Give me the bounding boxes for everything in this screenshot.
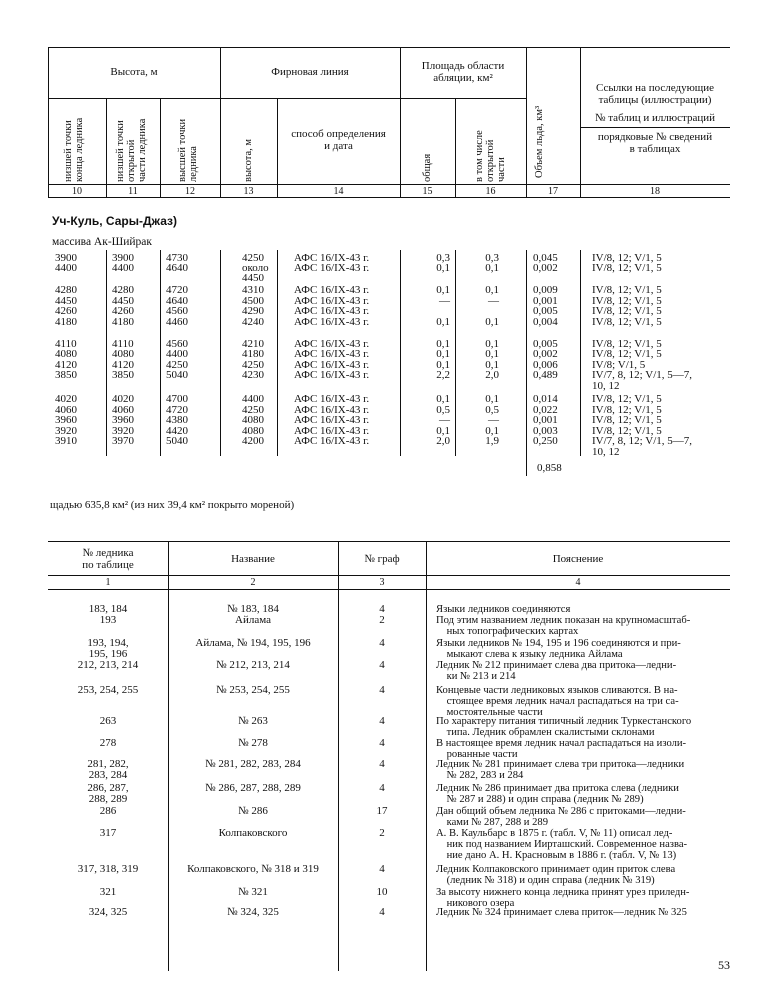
cell-method: АФС 16/IX-43 г. [294,284,370,296]
cell-area-open: 0,1 [485,359,499,371]
cell-low-end: 4080 [55,348,77,360]
cell-low-open: 4020 [112,393,134,405]
cell-glacier-number: 212, 213, 214 [77,659,139,671]
cell-method: АФС 16/IX-43 г. [294,435,370,447]
cell-volume: 0,014 [533,393,558,405]
cell-explanation: Языки ледников соединяются Под этим названием ледник показан на крупномасштаб- ных топографических картах [436,604,691,637]
cell-method: АФС 16/IX-43 г. [294,393,370,405]
cell-firn-height: 4450 [242,272,264,284]
cell-low-end: 4450 [55,295,77,307]
cell-volume: 0,005 [533,305,558,317]
cell-low-open: 3900 [112,252,134,264]
cell-explanation: Языки ледников № 194, 195 и 196 соединяются и при- мыкают слева к языку ледника Айлама [436,638,681,660]
col-number-17: 17 [548,186,558,197]
cell-explanation: Ледник № 286 принимает два притока слева (ледники № 287 и 288) и один справа (ледник № 289) [436,783,679,805]
cell-name: № 263 [238,715,268,727]
header-col-16: в том числе открытой части [474,130,507,182]
cell-method: АФС 16/IX-43 г. [294,316,370,328]
cell-name: № 253, 254, 255 [216,684,290,696]
cell-refs: IV/7, 8, 12; V/1, 5—7, [592,369,693,381]
cell-area-open: — [488,295,499,307]
header-references: Ссылки на последующие таблицы (иллюстрации) [595,82,715,106]
cell-glacier-number: 253, 254, 255 [77,684,139,696]
cell-area-open: 2,0 [485,369,499,381]
cell-explanation: Ледник № 324 принимает слева приток—ледник № 325 [436,907,687,918]
cell-high: 4700 [166,393,188,405]
cell-high: 4640 [166,295,188,307]
cell-low-open: 4180 [112,316,134,328]
cell-low-open: 4450 [112,295,134,307]
cell-explanation: Ледник Колпаковского принимает один приток слева (ледник № 318) и один справа (ледник № 319) [436,864,676,886]
cell-glacier-number: 317 [99,827,117,839]
cell-firn-height: около [242,262,269,274]
header-col-15: общая [422,153,433,182]
cell-name: Колпаковского [218,827,288,839]
cell-explanation: Ледник № 212 принимает слева два притока—ледни- ки № 213 и 214 [436,660,677,682]
cell-name: № 281, 282, 283, 284 [205,758,301,770]
cell-area-total: 0,1 [436,425,450,437]
header-firn-line: Фирновая линия [271,66,349,78]
cell-area-total: 0,1 [436,393,450,405]
col-number-18: 18 [650,186,660,197]
cell-low-end: 4120 [55,359,77,371]
cell-high: 4560 [166,338,188,350]
cell-method: АФС 16/IX-43 г. [294,425,370,437]
cell-method: АФС 16/IX-43 г. [294,295,370,307]
header-col-12: высшей точки ледника [177,118,199,182]
cell-name: Айлама, № 194, 195, 196 [195,637,311,649]
cell-glacier-number: 278 [99,737,117,749]
cell-firn-height: 4500 [242,295,264,307]
cell-column-number: 2 [379,827,385,839]
cell-high: 4720 [166,284,188,296]
bottom-col-number-4: 4 [575,577,581,588]
cell-volume: 0,006 [533,359,558,371]
bottom-col-number-1: 1 [105,577,111,588]
cell-high: 4640 [166,262,188,274]
cell-area-open: 0,1 [485,393,499,405]
cell-volume: 0,005 [533,338,558,350]
cell-refs: IV/8, 12; V/1, 5 [592,284,662,296]
cell-column-number: 4 [379,863,385,875]
cell-volume: 0,009 [533,284,558,296]
col-number-13: 13 [243,186,254,197]
cell-high: 4720 [166,404,188,416]
cell-method: АФС 16/IX-43 г. [294,359,370,371]
cell-method: АФС 16/IX-43 г. [294,414,370,426]
cell-area-total: 0,1 [436,359,450,371]
cell-low-end: 4020 [55,393,77,405]
cell-glacier-number: 193, 194, 195, 196 [87,637,129,660]
cell-area-total: 0,5 [436,404,450,416]
cell-name: Колпаковского, № 318 и 319 [187,863,319,875]
cell-firn-height: 4180 [242,348,264,360]
header-references-tables: № таблиц и иллюстраций [595,112,715,124]
cell-column-number: 4 2 [379,603,385,626]
cell-column-number: 4 [379,684,385,696]
cell-high: 5040 [166,435,188,447]
cell-name: № 324, 325 [227,906,279,918]
cell-area-open: 0,5 [485,404,499,416]
header-ablation-area: Площадь области абляции, км² [421,60,505,84]
cell-area-total: 0,1 [436,262,450,274]
cell-low-end: 3900 [55,252,77,264]
cell-low-open: 3920 [112,425,134,437]
cell-low-end: 4110 [55,338,77,350]
cell-method: АФС 16/IX-43 г. [294,262,370,274]
cell-low-open: 4080 [112,348,134,360]
cell-name: № 183, 184 Айлама [227,603,279,626]
cell-explanation: А. В. Каульбарс в 1875 г. (табл. V, № 11) описал лед- ник под названием Иирташский. Современное назва- ние дано А. Н. Красновым в 1886 г. (табл. V, № 13) [436,828,688,861]
cell-column-number: 10 [376,886,388,898]
region-title: Уч-Куль, Сары-Джаз) [52,214,177,228]
cell-refs: IV/8, 12; V/1, 5 [592,393,662,405]
cell-method: АФС 16/IX-43 г. [294,369,370,381]
cell-volume: 0,001 [533,414,558,426]
bottom-col-number-3: 3 [379,577,385,588]
cell-low-end: 4280 [55,284,77,296]
cell-column-number: 4 [379,737,385,749]
cell-low-end: 3910 [55,435,77,447]
cell-low-end: 4260 [55,305,77,317]
bottom-col-number-2: 2 [250,577,256,588]
header-height: Высота, м [110,66,158,78]
header-explanation: Пояснение [552,553,604,565]
cell-area-open: 0,1 [485,348,499,360]
cell-firn-height: 4080 [242,425,264,437]
cell-refs: IV/8, 12; V/1, 5 [592,348,662,360]
header-col-14: способ определения и дата [291,128,386,152]
cell-low-open: 3850 [112,369,134,381]
col-number-15: 15 [422,186,433,197]
cell-refs: 10, 12 [592,380,620,392]
cell-high: 4460 [166,316,188,328]
cell-name: № 321 [238,886,268,898]
page-number: 53 [718,958,730,972]
cell-explanation: По характеру питания типичный ледник Туркестанского типа. Ледник обрамлен скалистыми склонами [436,716,692,738]
header-col-10: низшей точки конца ледника [63,117,85,182]
header-references-numbers: порядковые № сведений в таблицах [597,131,713,155]
cell-volume: 0,003 [533,425,558,437]
cell-glacier-number: 263 [99,715,117,727]
cell-name: № 286 [238,805,268,817]
cell-area-open: 0,3 [485,252,499,264]
cell-volume: 0,045 [533,252,558,264]
cell-glacier-number: 317, 318, 319 [77,863,139,875]
cell-refs: IV/8, 12; V/1, 5 [592,425,662,437]
cell-explanation: Дан общий объем ледника № 286 с притоками—ледни- ками № 287, 288 и 289 [436,806,686,828]
col-number-14: 14 [333,186,344,197]
cell-firn-height: 4250 [242,404,264,416]
header-name: Название [231,553,275,565]
cell-column-number: 4 [379,659,385,671]
cell-high: 4380 [166,414,188,426]
cell-explanation: В настоящее время ледник начал распадаться на изоли- рованные части [436,738,687,760]
region-subtitle: массива Ак-Шийрак [52,236,152,248]
total-volume: 0,858 [537,462,562,474]
cell-area-total: 2,2 [436,369,450,381]
cell-volume: 0,001 [533,295,558,307]
cell-low-end: 4180 [55,316,77,328]
cell-low-open: 4260 [112,305,134,317]
cell-firn-height: 4230 [242,369,264,381]
cell-volume: 0,002 [533,262,558,274]
cell-refs: IV/8, 12; V/1, 5 [592,262,662,274]
header-ice-volume: Объем льда, км³ [534,105,545,178]
cell-refs: IV/8, 12; V/1, 5 [592,414,662,426]
cell-low-open: 4280 [112,284,134,296]
cell-area-open: 1,9 [485,435,499,447]
cell-low-open: 4400 [112,262,134,274]
cell-area-open: 0,1 [485,284,499,296]
cell-area-total: — [439,414,450,426]
cell-low-end: 3960 [55,414,77,426]
cell-column-number: 4 [379,715,385,727]
cell-glacier-number: 183, 184 193 [88,603,128,626]
header-col-13: высота, м [243,138,254,182]
cell-method: АФС 16/IX-43 г. [294,404,370,416]
cell-low-end: 4060 [55,404,77,416]
header-col-11: низшей точки открытой части ледника [115,118,148,182]
cell-firn-height: 4200 [242,435,264,447]
cell-refs: IV/8, 12; V/1, 5 [592,295,662,307]
cell-low-open: 4120 [112,359,134,371]
cell-area-open: 0,1 [485,338,499,350]
header-glacier-number: № ледника по таблице [82,547,134,571]
area-footnote: щадью 635,8 км² (из них 39,4 км² покрыто мореной) [50,499,295,511]
cell-low-end: 3850 [55,369,77,381]
col-number-12: 12 [185,186,195,197]
cell-firn-height: 4290 [242,305,264,317]
cell-refs: IV/8, 12; V/1, 5 [592,316,662,328]
cell-firn-height: 4250 [242,252,264,264]
cell-glacier-number: 281, 282, 283, 284 [87,758,129,781]
cell-area-total: 2,0 [436,435,450,447]
cell-column-number: 4 [379,637,385,649]
cell-method: АФС 16/IX-43 г. [294,348,370,360]
cell-volume: 0,004 [533,316,558,328]
cell-high: 4400 [166,348,188,360]
col-number-10: 10 [72,186,82,197]
header-column-number: № граф [364,553,400,565]
cell-area-total: 0,1 [436,284,450,296]
cell-area-total: — [439,295,450,307]
cell-area-open: — [488,414,499,426]
cell-high: 4730 [166,252,188,264]
cell-explanation: Концевые части ледниковых языков сливаются. В на- стоящее время ледник начал распадаться на три са- мостоятельные части [436,685,679,718]
cell-low-open: 3960 [112,414,134,426]
cell-glacier-number: 286, 287, 288, 289 [87,782,129,805]
cell-area-total: 0,1 [436,316,450,328]
cell-area-open: 0,1 [485,262,499,274]
cell-glacier-number: 321 [99,886,117,898]
cell-area-total: 0,3 [436,252,450,264]
cell-column-number: 4 [379,906,385,918]
cell-area-total: 0,1 [436,338,450,350]
cell-method: АФС 16/IX-43 г. [294,338,370,350]
cell-name: № 278 [238,737,268,749]
cell-column-number: 4 [379,782,385,794]
cell-low-open: 4060 [112,404,134,416]
cell-volume: 0,489 [533,369,558,381]
cell-low-end: 4400 [55,262,77,274]
cell-volume: 0,022 [533,404,558,416]
cell-low-open: 4110 [112,338,134,350]
cell-explanation: Ледник № 281 принимает слева три притока—ледники № 282, 283 и 284 [436,759,685,781]
cell-glacier-number: 286 [99,805,117,817]
cell-refs: IV/8, 12; V/1, 5 [592,404,662,416]
cell-name: № 286, 287, 288, 289 [205,782,301,794]
cell-firn-height: 4310 [242,284,264,296]
cell-firn-height: 4210 [242,338,264,350]
cell-explanation: За высоту нижнего конца ледника принят урез приледн- никового озера [436,887,690,909]
cell-area-open: 0,1 [485,425,499,437]
cell-high: 4420 [166,425,188,437]
cell-low-open: 3970 [112,435,134,447]
cell-column-number: 4 [379,758,385,770]
cell-area-open: 0,1 [485,316,499,328]
cell-high: 5040 [166,369,188,381]
cell-name: № 212, 213, 214 [216,659,290,671]
col-number-11: 11 [128,186,138,197]
cell-refs: IV/8; V/1, 5 [592,359,646,371]
cell-refs: 10, 12 [592,446,620,458]
col-number-16: 16 [485,186,496,197]
cell-refs: IV/8, 12; V/1, 5 [592,338,662,350]
cell-firn-height: 4080 [242,414,264,426]
cell-refs: IV/8, 12; V/1, 5 [592,305,662,317]
cell-glacier-number: 324, 325 [88,906,128,918]
cell-high: 4560 [166,305,188,317]
cell-firn-height: 4400 [242,393,264,405]
cell-method: АФС 16/IX-43 г. [294,252,370,264]
cell-column-number: 17 [376,805,388,817]
cell-refs: IV/8, 12; V/1, 5 [592,252,662,264]
cell-refs: IV/7, 8, 12; V/1, 5—7, [592,435,693,447]
cell-high: 4250 [166,359,188,371]
cell-volume: 0,250 [533,435,558,447]
cell-firn-height: 4250 [242,359,264,371]
cell-firn-height: 4240 [242,316,264,328]
cell-area-total: 0,1 [436,348,450,360]
cell-low-end: 3920 [55,425,77,437]
cell-method: АФС 16/IX-43 г. [294,305,370,317]
cell-volume: 0,002 [533,348,558,360]
